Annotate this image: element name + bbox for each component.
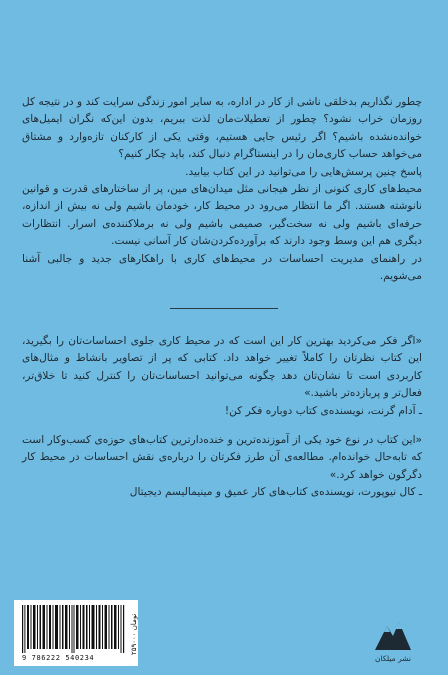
section-divider <box>170 308 278 309</box>
barcode-icon <box>22 605 126 653</box>
endorsement-quote <box>22 432 422 502</box>
description-paragraph: محیط‌های کاری کنونی از نظر هیجانی مثل میدان‌های مین، پر از ساختارهای قدرت و قوانین نانوشته هستند. اگر ما انتظار می‌رود در محیط کار، خودمان باشیم ولی نه بیش از اندازه، حرفه‌ای باشیم ولی نه سخت‌گیر، صمیمی باشیم ولی نه برملاکننده‌ی اسرار. انتظارات دیگری هم این وسط وجود دارند که برآورده‌کردن‌شان کار آسانی نیست. <box>22 183 422 248</box>
quote-attribution: ـ آدام گرنت، نویسنده‌ی کتاب دوباره فکر کن! <box>224 404 422 417</box>
quote-text: «این کتاب در نوع خود یکی از آموزنده‌ترین و خنده‌دارترین کتاب‌های حوزه‌ی کسب‌وکار است که تابه‌حال خوانده‌ام. مطالعه‌ی آن طرز فکرتان را درباره‌ی نقش احساسات در محیط کار دگرگون خواهد کرد.» <box>22 434 422 481</box>
quote-attribution: ـ کال نیوپورت، نویسنده‌ی کتاب‌های کار عمیق و مینیمالیسم دیجیتال <box>129 486 422 499</box>
description-paragraph: چطور نگذاریم بدخلقی ناشی از کار در اداره، به سایر امور زندگی سرایت کند و در نتیجه کل روزمان خراب نشود؟ چطور از تعطیلات‌مان لذت ببریم، بدون این‌که نگران ایمیل‌های خوانده‌نشده باشیم؟ اگر رئیس جایی هستیم، وقتی یکی از کارکنان تازه‌وارد و مشتاق می‌خواهد حساب کاری‌مان را در اینستاگرام دنبال کند، باید چکار کنیم؟ <box>22 96 422 161</box>
book-description <box>22 94 422 285</box>
publisher-name: نشر میلکان <box>375 654 411 663</box>
endorsement-quote <box>22 333 422 420</box>
description-paragraph: در راهنمای مدیریت احساسات در محیط‌های کاری با راهکارهای جدید و جالبی آشنا می‌شویم. <box>22 252 422 283</box>
quote-text: «اگر فکر می‌کردید بهترین کار این است که در محیط کاری جلوی احساسات‌تان را بگیرید، این کتاب نظرتان را کاملاً تغییر خواهد داد. کتابی که پر از تصاویر بانشاط و مثال‌های کاربردی است تا نشان‌تان دهد چگونه می‌توانید احساسات‌تان را کنترل کنید تا خلاق‌تر، فعال‌تر و پربازده‌تر باشید.» <box>22 335 422 400</box>
description-paragraph: پاسخ چنین پرسش‌هایی را می‌توانید در این کتاب بیابید. <box>185 165 422 178</box>
isbn-digits: 9 786222 540234 <box>22 654 95 662</box>
price-label: ۲۵۹۰۰۰ تومان <box>130 613 138 655</box>
